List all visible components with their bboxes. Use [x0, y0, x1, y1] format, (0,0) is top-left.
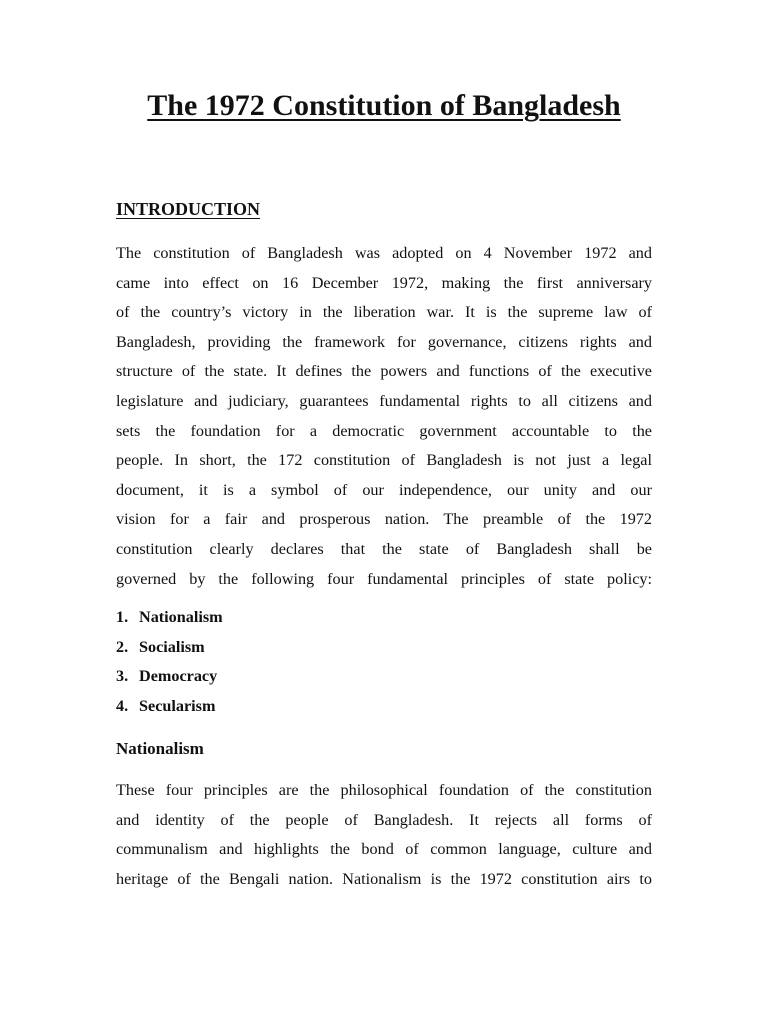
paragraph-line: document, it is a symbol of our independence, our unity and our: [116, 480, 652, 499]
principles-list: [116, 603, 223, 721]
paragraph-line: and identity of the people of Bangladesh. It rejects all forms of: [116, 810, 652, 829]
paragraph-line: came into effect on 16 December 1972, making the first anniversary: [116, 273, 652, 292]
list-item: [116, 633, 223, 663]
introduction-paragraph: [116, 239, 652, 594]
paragraph-line: governed by the following four fundamental principles of state policy:: [116, 569, 652, 588]
paragraph-line: heritage of the Bengali nation. Nationalism is the 1972 constitution airs to: [116, 869, 652, 888]
paragraph-line: communalism and highlights the bond of common language, culture and: [116, 840, 652, 859]
list-item-number: 3.: [116, 667, 129, 686]
list-item-label: Nationalism: [139, 608, 223, 626]
list-item-number: 4.: [116, 696, 129, 715]
paragraph-line: people. In short, the 172 constitution of Bangladesh is not just a legal: [116, 451, 652, 470]
list-item-label: Secularism: [139, 696, 216, 715]
list-item: [116, 692, 223, 722]
paragraph-line: Bangladesh, providing the framework for governance, citizens rights and: [116, 332, 652, 351]
introduction-heading: INTRODUCTION: [116, 199, 261, 219]
list-item-label: Democracy: [139, 667, 218, 686]
paragraph-line: vision for a fair and prosperous nation. The preamble of the 1972: [116, 510, 652, 529]
paragraph-line: of the country’s victory in the liberation war. It is the supreme law of: [116, 303, 652, 322]
list-item: [116, 603, 223, 633]
list-item-number: 2.: [116, 637, 129, 656]
list-item-label: Socialism: [139, 637, 205, 656]
list-item-number: 1.: [116, 608, 129, 626]
paragraph-line: sets the foundation for a democratic government accountable to the: [116, 421, 652, 440]
paragraph-line: constitution clearly declares that the state of Bangladesh shall be: [116, 539, 652, 558]
nationalism-paragraph: [116, 776, 652, 894]
paragraph-line: The constitution of Bangladesh was adopted on 4 November 1972 and: [116, 244, 652, 262]
list-item: [116, 662, 223, 692]
paragraph-line: structure of the state. It defines the powers and functions of the executive: [116, 362, 652, 381]
paragraph-line: legislature and judiciary, guarantees fundamental rights to all citizens and: [116, 391, 652, 410]
paragraph-line: These four principles are the philosophical foundation of the constitution: [116, 781, 652, 799]
document-title: The 1972 Constitution of Bangladesh: [147, 89, 621, 122]
nationalism-heading: Nationalism: [116, 739, 204, 758]
